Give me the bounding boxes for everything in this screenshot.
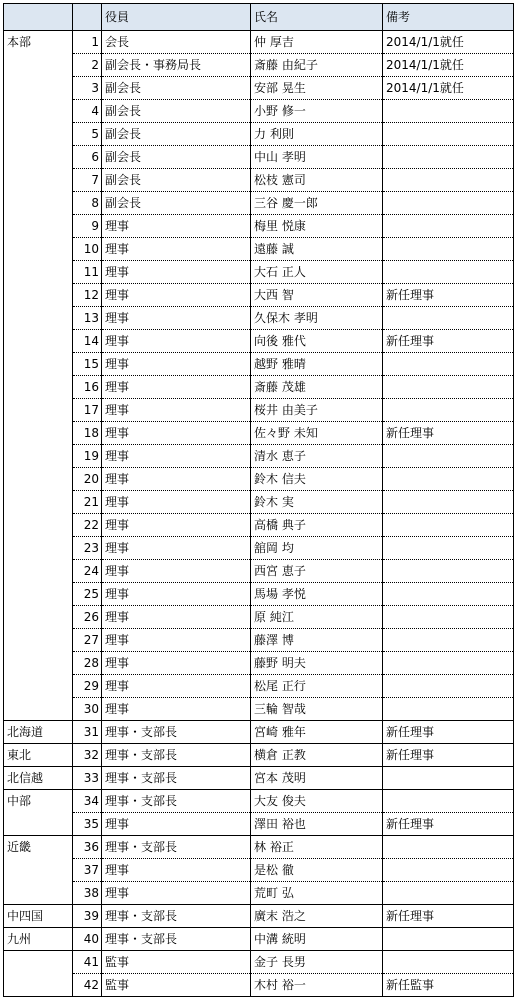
row-region-cell <box>4 376 73 399</box>
table-row <box>4 790 514 813</box>
table-row <box>4 491 514 514</box>
row-note-cell <box>383 468 514 491</box>
row-number-cell: 9 <box>73 215 102 238</box>
row-name-cell: 高橋 典子 <box>251 514 383 537</box>
row-name-cell: 舘岡 均 <box>251 537 383 560</box>
table-row <box>4 928 514 951</box>
row-name-cell: 力 利則 <box>251 123 383 146</box>
row-region-cell <box>4 422 73 445</box>
row-number-cell: 13 <box>73 307 102 330</box>
row-name-cell: 是松 徹 <box>251 859 383 882</box>
row-region-cell: 東北 <box>4 744 73 767</box>
row-note-cell <box>383 698 514 721</box>
table-row <box>4 330 514 353</box>
row-name-cell: 中溝 統明 <box>251 928 383 951</box>
table-row <box>4 606 514 629</box>
row-role-cell: 会長 <box>102 31 251 54</box>
row-name-cell: 小野 修一 <box>251 100 383 123</box>
row-note-cell <box>383 169 514 192</box>
table-row <box>4 813 514 836</box>
row-number-cell: 5 <box>73 123 102 146</box>
row-role-cell: 理事・支部長 <box>102 928 251 951</box>
table-row <box>4 215 514 238</box>
row-region-cell <box>4 974 73 997</box>
row-name-cell: 木村 裕一 <box>251 974 383 997</box>
row-role-cell: 理事 <box>102 882 251 905</box>
row-name-cell: 向後 雅代 <box>251 330 383 353</box>
table-row <box>4 376 514 399</box>
row-role-cell: 理事 <box>102 813 251 836</box>
row-number-cell: 8 <box>73 192 102 215</box>
row-region-cell <box>4 951 73 974</box>
row-region-cell <box>4 100 73 123</box>
row-note-cell: 新任理事 <box>383 330 514 353</box>
row-name-cell: 桜井 由美子 <box>251 399 383 422</box>
row-note-cell <box>383 560 514 583</box>
row-number-cell: 28 <box>73 652 102 675</box>
row-note-cell <box>383 445 514 468</box>
row-role-cell: 監事 <box>102 951 251 974</box>
row-number-cell: 23 <box>73 537 102 560</box>
row-name-cell: 鈴木 信夫 <box>251 468 383 491</box>
row-number-cell: 4 <box>73 100 102 123</box>
row-name-cell: 斎藤 由紀子 <box>251 54 383 77</box>
row-number-cell: 10 <box>73 238 102 261</box>
row-role-cell: 理事・支部長 <box>102 744 251 767</box>
row-number-cell: 17 <box>73 399 102 422</box>
row-number-cell: 36 <box>73 836 102 859</box>
table-row <box>4 307 514 330</box>
row-role-cell: 理事 <box>102 284 251 307</box>
row-name-cell: 西宮 恵子 <box>251 560 383 583</box>
row-note-cell <box>383 192 514 215</box>
row-region-cell <box>4 537 73 560</box>
table-row <box>4 54 514 77</box>
row-name-cell: 松尾 正行 <box>251 675 383 698</box>
row-role-cell: 理事 <box>102 215 251 238</box>
table-row <box>4 721 514 744</box>
table-row <box>4 836 514 859</box>
row-region-cell <box>4 491 73 514</box>
row-number-cell: 37 <box>73 859 102 882</box>
row-role-cell: 理事・支部長 <box>102 905 251 928</box>
row-name-cell: 鈴木 実 <box>251 491 383 514</box>
row-note-cell <box>383 353 514 376</box>
row-name-cell: 三谷 慶一郎 <box>251 192 383 215</box>
row-role-cell: 理事 <box>102 514 251 537</box>
row-note-cell <box>383 606 514 629</box>
row-name-cell: 安部 晃生 <box>251 77 383 100</box>
row-note-cell: 新任理事 <box>383 813 514 836</box>
row-region-cell <box>4 698 73 721</box>
table-row <box>4 905 514 928</box>
row-number-cell: 1 <box>73 31 102 54</box>
row-region-cell <box>4 675 73 698</box>
row-number-cell: 22 <box>73 514 102 537</box>
row-name-cell: 佐々野 未知 <box>251 422 383 445</box>
row-name-cell: 藤澤 博 <box>251 629 383 652</box>
row-role-cell: 副会長 <box>102 77 251 100</box>
row-note-cell <box>383 537 514 560</box>
row-region-cell: 北海道 <box>4 721 73 744</box>
row-region-cell: 中四国 <box>4 905 73 928</box>
row-note-cell <box>383 675 514 698</box>
table-row <box>4 583 514 606</box>
row-role-cell: 理事 <box>102 307 251 330</box>
row-name-cell: 清水 恵子 <box>251 445 383 468</box>
row-number-cell: 25 <box>73 583 102 606</box>
row-name-cell: 林 裕正 <box>251 836 383 859</box>
table-row <box>4 445 514 468</box>
row-role-cell: 理事 <box>102 353 251 376</box>
row-role-cell: 理事 <box>102 422 251 445</box>
row-role-cell: 理事・支部長 <box>102 721 251 744</box>
table-row <box>4 284 514 307</box>
row-region-cell <box>4 330 73 353</box>
row-region-cell <box>4 261 73 284</box>
row-role-cell: 理事 <box>102 675 251 698</box>
row-number-cell: 3 <box>73 77 102 100</box>
row-note-cell <box>383 146 514 169</box>
row-role-cell: 理事 <box>102 445 251 468</box>
table-row <box>4 629 514 652</box>
row-role-cell: 副会長 <box>102 146 251 169</box>
row-role-cell: 理事 <box>102 859 251 882</box>
row-note-cell: 新任理事 <box>383 284 514 307</box>
table-row <box>4 77 514 100</box>
row-number-cell: 18 <box>73 422 102 445</box>
table-row <box>4 422 514 445</box>
row-number-cell: 34 <box>73 790 102 813</box>
row-role-cell: 理事 <box>102 652 251 675</box>
row-name-cell: 久保木 孝明 <box>251 307 383 330</box>
table-row <box>4 698 514 721</box>
row-note-cell: 新任理事 <box>383 905 514 928</box>
row-role-cell: 理事 <box>102 629 251 652</box>
row-number-cell: 27 <box>73 629 102 652</box>
row-note-cell <box>383 215 514 238</box>
table-row <box>4 146 514 169</box>
row-note-cell <box>383 261 514 284</box>
row-region-cell: 北信越 <box>4 767 73 790</box>
row-role-cell: 理事・支部長 <box>102 767 251 790</box>
row-region-cell <box>4 514 73 537</box>
row-name-cell: 原 純江 <box>251 606 383 629</box>
row-role-cell: 副会長・事務局長 <box>102 54 251 77</box>
row-region-cell <box>4 859 73 882</box>
officers-table <box>3 3 514 997</box>
row-region-cell <box>4 560 73 583</box>
row-name-cell: 横倉 正教 <box>251 744 383 767</box>
table-row <box>4 399 514 422</box>
row-role-cell: 理事 <box>102 583 251 606</box>
row-note-cell: 2014/1/1就任 <box>383 77 514 100</box>
table-row <box>4 560 514 583</box>
row-name-cell: 越野 雅晴 <box>251 353 383 376</box>
row-name-cell: 大石 正人 <box>251 261 383 284</box>
header-note: 備考 <box>383 4 514 31</box>
row-note-cell <box>383 882 514 905</box>
row-region-cell <box>4 353 73 376</box>
row-role-cell: 監事 <box>102 974 251 997</box>
row-note-cell <box>383 399 514 422</box>
row-note-cell <box>383 376 514 399</box>
row-role-cell: 理事 <box>102 468 251 491</box>
row-region-cell <box>4 54 73 77</box>
row-role-cell: 副会長 <box>102 100 251 123</box>
table-row <box>4 192 514 215</box>
row-note-cell <box>383 307 514 330</box>
row-number-cell: 38 <box>73 882 102 905</box>
table-row <box>4 859 514 882</box>
table-row <box>4 652 514 675</box>
row-name-cell: 金子 長男 <box>251 951 383 974</box>
row-region-cell: 近畿 <box>4 836 73 859</box>
row-number-cell: 42 <box>73 974 102 997</box>
row-name-cell: 宮崎 雅年 <box>251 721 383 744</box>
row-role-cell: 副会長 <box>102 192 251 215</box>
row-name-cell: 宮本 茂明 <box>251 767 383 790</box>
row-note-cell <box>383 951 514 974</box>
table-row <box>4 169 514 192</box>
row-number-cell: 2 <box>73 54 102 77</box>
row-number-cell: 11 <box>73 261 102 284</box>
row-note-cell <box>383 767 514 790</box>
row-number-cell: 15 <box>73 353 102 376</box>
table-row <box>4 468 514 491</box>
row-number-cell: 30 <box>73 698 102 721</box>
row-region-cell <box>4 146 73 169</box>
header-role: 役員 <box>102 4 251 31</box>
row-number-cell: 6 <box>73 146 102 169</box>
row-note-cell: 2014/1/1就任 <box>383 54 514 77</box>
row-number-cell: 41 <box>73 951 102 974</box>
row-role-cell: 理事 <box>102 537 251 560</box>
table-row <box>4 675 514 698</box>
table-row <box>4 767 514 790</box>
row-region-cell: 九州 <box>4 928 73 951</box>
row-name-cell: 廣末 浩之 <box>251 905 383 928</box>
row-number-cell: 20 <box>73 468 102 491</box>
row-number-cell: 16 <box>73 376 102 399</box>
row-region-cell <box>4 307 73 330</box>
row-role-cell: 理事 <box>102 606 251 629</box>
row-number-cell: 21 <box>73 491 102 514</box>
row-name-cell: 梅里 悦康 <box>251 215 383 238</box>
row-region-cell <box>4 215 73 238</box>
row-region-cell <box>4 192 73 215</box>
row-role-cell: 理事・支部長 <box>102 836 251 859</box>
row-note-cell <box>383 928 514 951</box>
row-number-cell: 29 <box>73 675 102 698</box>
row-number-cell: 14 <box>73 330 102 353</box>
table-body <box>4 31 514 997</box>
row-role-cell: 理事 <box>102 376 251 399</box>
row-note-cell <box>383 238 514 261</box>
row-number-cell: 26 <box>73 606 102 629</box>
row-name-cell: 松枝 憲司 <box>251 169 383 192</box>
row-name-cell: 藤野 明夫 <box>251 652 383 675</box>
row-name-cell: 大西 智 <box>251 284 383 307</box>
row-name-cell: 澤田 裕也 <box>251 813 383 836</box>
header-row <box>4 4 514 31</box>
row-note-cell <box>383 100 514 123</box>
row-region-cell: 本部 <box>4 31 73 54</box>
row-note-cell <box>383 491 514 514</box>
header-name: 氏名 <box>251 4 383 31</box>
row-number-cell: 7 <box>73 169 102 192</box>
row-region-cell: 中部 <box>4 790 73 813</box>
row-note-cell <box>383 652 514 675</box>
row-note-cell <box>383 790 514 813</box>
table-row <box>4 537 514 560</box>
row-role-cell: 理事 <box>102 261 251 284</box>
row-role-cell: 理事 <box>102 491 251 514</box>
row-role-cell: 理事 <box>102 698 251 721</box>
row-name-cell: 斎藤 茂雄 <box>251 376 383 399</box>
row-note-cell: 新任監事 <box>383 974 514 997</box>
table-row <box>4 123 514 146</box>
row-region-cell <box>4 123 73 146</box>
row-region-cell <box>4 652 73 675</box>
row-number-cell: 19 <box>73 445 102 468</box>
row-note-cell <box>383 123 514 146</box>
row-number-cell: 33 <box>73 767 102 790</box>
row-region-cell <box>4 238 73 261</box>
row-region-cell <box>4 882 73 905</box>
row-note-cell <box>383 583 514 606</box>
row-name-cell: 大友 俊夫 <box>251 790 383 813</box>
row-role-cell: 理事 <box>102 560 251 583</box>
row-role-cell: 理事 <box>102 330 251 353</box>
row-number-cell: 24 <box>73 560 102 583</box>
row-number-cell: 40 <box>73 928 102 951</box>
row-region-cell <box>4 468 73 491</box>
row-role-cell: 理事 <box>102 238 251 261</box>
row-region-cell <box>4 169 73 192</box>
row-note-cell: 新任理事 <box>383 422 514 445</box>
row-note-cell: 新任理事 <box>383 744 514 767</box>
header-region <box>4 4 73 31</box>
row-number-cell: 12 <box>73 284 102 307</box>
row-name-cell: 中山 孝明 <box>251 146 383 169</box>
row-note-cell: 新任理事 <box>383 721 514 744</box>
row-role-cell: 理事 <box>102 399 251 422</box>
row-region-cell <box>4 583 73 606</box>
row-region-cell <box>4 77 73 100</box>
table-row <box>4 100 514 123</box>
row-region-cell <box>4 629 73 652</box>
table-row <box>4 353 514 376</box>
row-number-cell: 35 <box>73 813 102 836</box>
row-region-cell <box>4 606 73 629</box>
row-region-cell <box>4 399 73 422</box>
row-name-cell: 三輪 智哉 <box>251 698 383 721</box>
row-region-cell <box>4 813 73 836</box>
row-note-cell <box>383 629 514 652</box>
table-row <box>4 744 514 767</box>
row-name-cell: 馬場 孝悦 <box>251 583 383 606</box>
table-row <box>4 31 514 54</box>
table-row <box>4 261 514 284</box>
header-number <box>73 4 102 31</box>
table-row <box>4 974 514 997</box>
row-note-cell <box>383 859 514 882</box>
table-row <box>4 238 514 261</box>
row-note-cell <box>383 514 514 537</box>
table-row <box>4 882 514 905</box>
table-row <box>4 514 514 537</box>
row-region-cell <box>4 445 73 468</box>
row-role-cell: 副会長 <box>102 123 251 146</box>
row-number-cell: 31 <box>73 721 102 744</box>
row-note-cell: 2014/1/1就任 <box>383 31 514 54</box>
row-name-cell: 荒町 弘 <box>251 882 383 905</box>
row-role-cell: 理事・支部長 <box>102 790 251 813</box>
row-name-cell: 仲 厚吉 <box>251 31 383 54</box>
table-row <box>4 951 514 974</box>
row-role-cell: 副会長 <box>102 169 251 192</box>
row-region-cell <box>4 284 73 307</box>
row-number-cell: 39 <box>73 905 102 928</box>
row-name-cell: 遠藤 誠 <box>251 238 383 261</box>
row-number-cell: 32 <box>73 744 102 767</box>
row-note-cell <box>383 836 514 859</box>
